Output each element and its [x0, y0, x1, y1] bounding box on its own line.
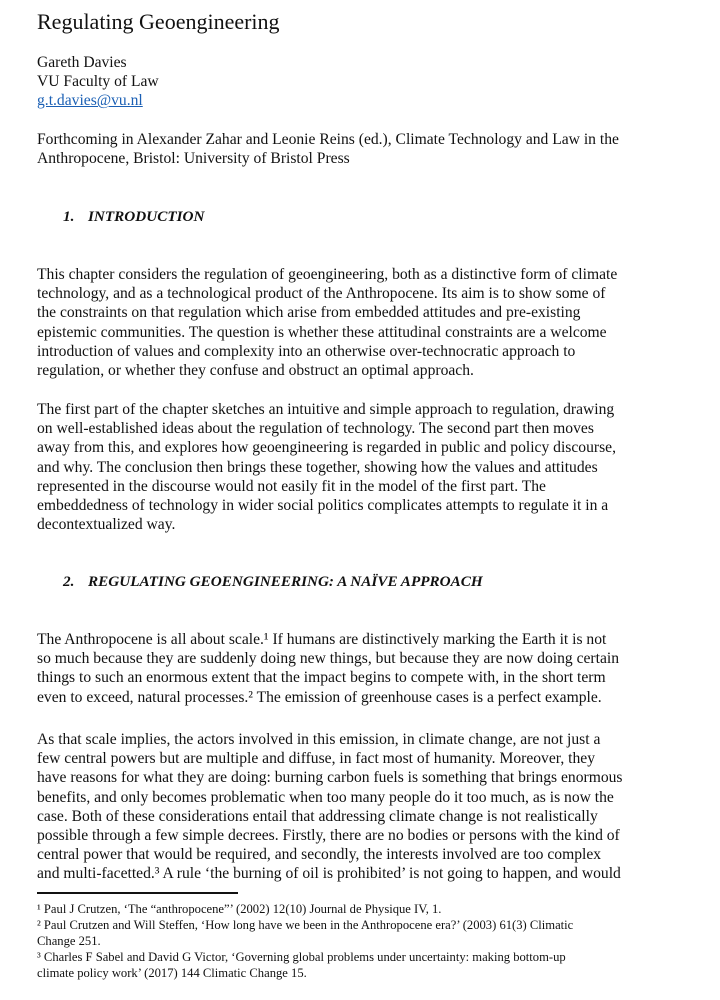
paragraph: [37, 400, 616, 534]
section-number: 2.: [63, 573, 75, 590]
section-title: REGULATING GEOENGINEERING: A NAÏVE APPROACH: [88, 573, 483, 590]
author-block: [37, 53, 159, 111]
text-line: represented in the discourse would not easily fit in the model of the first part. The: [37, 477, 546, 495]
footnote-line: ¹ Paul J Crutzen, ‘The “anthropocene”’ (2002) 12(10) Journal de Physique IV, 1.: [37, 902, 442, 916]
text-line: away from this, and explores how geoengineering is regarded in public and policy discourse,: [37, 439, 616, 457]
footnote-line: climate policy work’ (2017) 144 Climatic Change 15.: [37, 966, 307, 980]
text-line: have reasons for what they are doing: burning carbon fuels is something that brings enormous: [37, 769, 623, 787]
text-line: The Anthropocene is all about scale.¹ If humans are distinctively marking the Earth it is not: [37, 631, 607, 648]
author-affiliation: VU Faculty of Law: [37, 73, 159, 91]
text-line: things to such an enormous extent that the impact begins to compete with, in the short term: [37, 669, 606, 687]
text-line: case. Both of these considerations entail that addressing climate change is not realistically: [37, 807, 598, 825]
footnote-line: Change 251.: [37, 934, 101, 948]
publication-note: [37, 130, 619, 168]
text-line: introduction of values and complexity into an otherwise over-technocratic approach to: [37, 342, 576, 360]
paragraph: [37, 265, 617, 380]
footnote-line: ² Paul Crutzen and Will Steffen, ‘How long have we been in the Anthropocene era?’ (2003) 61(3) Climatic: [37, 918, 574, 932]
text-line: central power that would be required, and secondly, the interests involved are too complex: [37, 846, 602, 864]
text-line: As that scale implies, the actors involved in this emission, in climate change, are not just a: [37, 731, 601, 748]
document-title: Regulating Geoengineering: [37, 9, 280, 34]
text-line: possible through a few simple decrees. Firstly, there are no bodies or persons with the kind of: [37, 827, 620, 845]
text-line: the constraints on that regulation which arise from embedded attitudes and pre-existing: [37, 304, 581, 322]
footnote-separator: [37, 892, 238, 894]
footnotes: [37, 901, 573, 981]
section-heading-naive-approach: [63, 572, 483, 592]
paragraph: [37, 730, 623, 884]
text-line: on well-established ideas about the regulation of technology. The second part then moves: [37, 420, 594, 438]
text-line: This chapter considers the regulation of geoengineering, both as a distinctive form of climate: [37, 266, 618, 283]
text-line: benefits, and only becomes problematic when too many people do it too much, as is now the: [37, 788, 614, 806]
section-number: 1.: [63, 208, 75, 225]
text-line: epistemic communities. The question is whether these attitudinal constraints are a welcome: [37, 323, 607, 341]
section-title: INTRODUCTION: [88, 208, 205, 225]
text-line: The first part of the chapter sketches an intuitive and simple approach to regulation, drawing: [37, 401, 615, 418]
text-line: so much because they are suddenly doing new things, but because they are now doing certain: [37, 650, 619, 668]
text-line: even to exceed, natural processes.² The emission of greenhouse cases is a perfect example.: [37, 688, 602, 706]
footnote-line: ³ Charles F Sabel and David G Victor, ‘Governing global problems under uncertainty: making bottom-up: [37, 950, 566, 964]
author-name: Gareth Davies: [37, 54, 127, 71]
text-line: embeddedness of technology in wider social politics complicates attempts to regulate it in a: [37, 497, 609, 515]
text-line: Forthcoming in Alexander Zahar and Leonie Reins (ed.), Climate Technology and Law in the: [37, 131, 619, 148]
paragraph: [37, 630, 619, 707]
text-line: regulation, or whether they confuse and obstruct an optimal approach.: [37, 362, 474, 380]
text-line: technology, and as a technological product of the Anthropocene. Its aim is to show some of: [37, 285, 606, 303]
text-line: and why. The conclusion then brings these together, showing how the values and attitudes: [37, 458, 598, 476]
text-line: Anthropocene, Bristol: University of Bristol Press: [37, 150, 350, 168]
text-line: decontextualized way.: [37, 516, 176, 534]
section-heading-introduction: [63, 207, 204, 227]
text-line: few central powers but are multiple and diffuse, in fact most of humanity. Moreover, they: [37, 750, 595, 768]
text-line: and multi-facetted.³ A rule ‘the burning of oil is prohibited’ is not going to happen, and would: [37, 865, 621, 883]
author-email-link[interactable]: g.t.davies@vu.nl: [37, 92, 143, 110]
